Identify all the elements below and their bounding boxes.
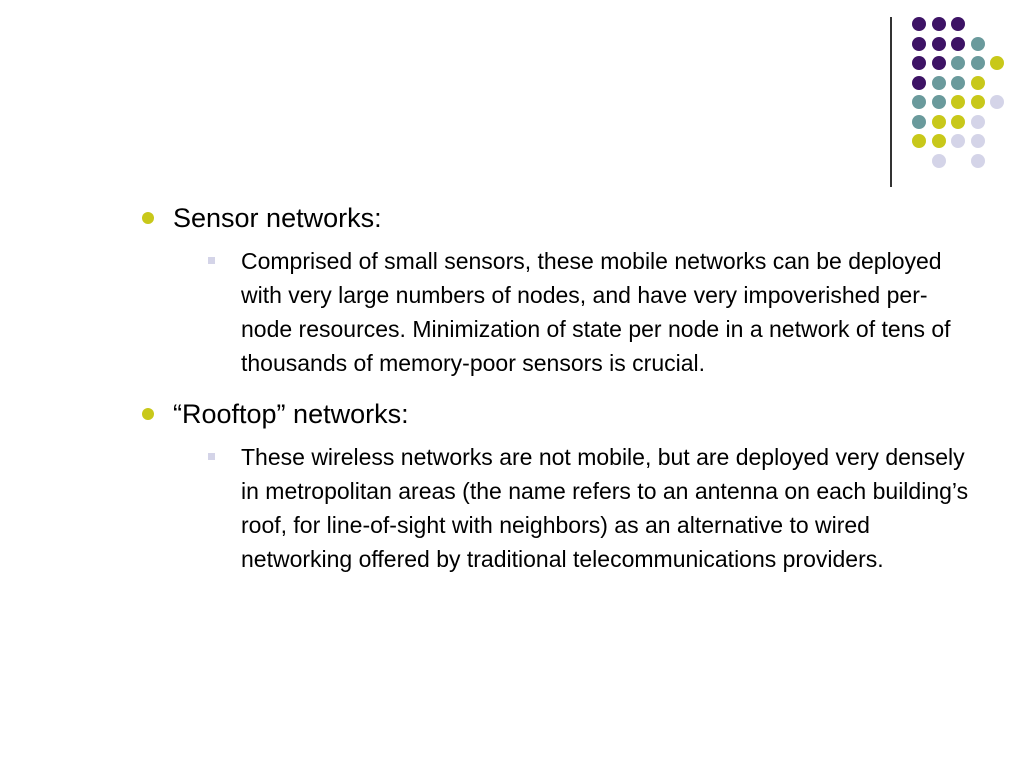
bullet-title: “Rooftop” networks: bbox=[173, 399, 409, 429]
vertical-divider-line bbox=[890, 17, 892, 187]
bullet-rooftop-networks bbox=[140, 396, 980, 432]
decorative-dot bbox=[951, 115, 965, 129]
decorative-dot bbox=[951, 56, 965, 70]
decorative-dot bbox=[912, 56, 926, 70]
decorative-dot bbox=[932, 17, 946, 31]
decorative-dot bbox=[951, 17, 965, 31]
decorative-dot bbox=[932, 37, 946, 51]
decorative-dot bbox=[971, 115, 985, 129]
bullet-title: Sensor networks: bbox=[173, 203, 382, 233]
decorative-dot bbox=[971, 76, 985, 90]
decorative-dot bbox=[971, 95, 985, 109]
bullet-sensor-networks bbox=[140, 200, 980, 236]
decorative-dot bbox=[932, 76, 946, 90]
sub-bullet-text: Comprised of small sensors, these mobile networks can be deployed with very large numbers of nodes, and have very impoverished per-node resources. Minimization of state per node in a network of tens of thousands of memory-poor sensors is crucial. bbox=[241, 248, 951, 376]
decorative-dot bbox=[912, 115, 926, 129]
decorative-dot bbox=[912, 37, 926, 51]
decorative-dot bbox=[932, 134, 946, 148]
decorative-dot bbox=[932, 115, 946, 129]
decorative-dot bbox=[971, 134, 985, 148]
decorative-dot bbox=[990, 56, 1004, 70]
decorative-dot bbox=[912, 76, 926, 90]
decorative-dot bbox=[912, 95, 926, 109]
decorative-dot bbox=[912, 134, 926, 148]
decorative-dot bbox=[971, 37, 985, 51]
sub-bullet-rooftop-networks bbox=[140, 440, 980, 576]
decorative-dot bbox=[912, 17, 926, 31]
sub-bullet-square-icon bbox=[208, 453, 215, 460]
decorative-dot-grid bbox=[0, 0, 1024, 200]
decorative-dot bbox=[951, 76, 965, 90]
decorative-dot bbox=[932, 56, 946, 70]
decorative-dot bbox=[932, 154, 946, 168]
decorative-dot bbox=[951, 134, 965, 148]
sub-bullet-square-icon bbox=[208, 257, 215, 264]
sub-bullet-text: These wireless networks are not mobile, but are deployed very densely in metropolitan areas (the name refers to an antenna on each building’s roof, for line-of-sight with neighbors) as an alternative to wired networking offered by traditional telecommunications providers. bbox=[241, 444, 969, 572]
decorative-dot bbox=[951, 95, 965, 109]
bullet-dot-icon bbox=[142, 212, 154, 224]
bullet-list bbox=[140, 200, 980, 576]
decorative-dot bbox=[932, 95, 946, 109]
decorative-dot bbox=[971, 56, 985, 70]
bullet-dot-icon bbox=[142, 408, 154, 420]
decorative-dot bbox=[951, 37, 965, 51]
decorative-dot bbox=[990, 95, 1004, 109]
decorative-dot bbox=[971, 154, 985, 168]
sub-bullet-sensor-networks bbox=[140, 244, 980, 380]
